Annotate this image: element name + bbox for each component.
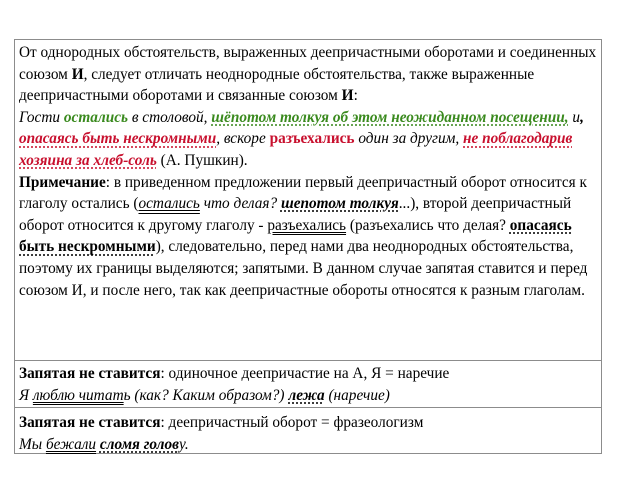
note-label: Примечание xyxy=(19,173,106,191)
case-idiom xyxy=(15,407,601,453)
note-question: что делая? xyxy=(199,195,281,213)
conj-i: И xyxy=(71,65,84,83)
example-sentence xyxy=(19,109,584,169)
example-word: Я xyxy=(19,386,33,404)
case-example xyxy=(19,387,390,404)
note-participle-2: опасаясь быть нескромными xyxy=(19,216,572,256)
case-example xyxy=(19,436,189,453)
example-word: Гости xyxy=(19,108,64,126)
note-text: ), следовательно, перед нами два неоднородных обстоятельства, поэтому их границы выделяются; запятыми. В данном случае запятая ставится и перед союзом И, и после него, так как деепричастные обороты относятся к разным глаголам. xyxy=(19,238,588,299)
note-verb-1: остались xyxy=(138,195,200,213)
example-idiom: сломя голов xyxy=(99,435,180,453)
example-comma: , xyxy=(580,108,584,126)
case-label: Запятая не ставится xyxy=(19,365,161,382)
rule-intro-a: От однородных обстоятельств, выраженных деепричастными оборотами и соединенных союзом xyxy=(19,44,597,83)
case-label: Запятая не ставится xyxy=(19,414,161,431)
example-adverb: лежа xyxy=(288,386,325,404)
note-participle-1: шепотом толкуя xyxy=(280,195,399,213)
rule-cell xyxy=(15,40,601,360)
verb-ostalis: остались xyxy=(63,108,128,126)
note-verb-2: разъехались xyxy=(267,216,347,234)
example-word: , вскоре xyxy=(216,130,270,148)
example-word: ь (как? Каким образом?) xyxy=(123,386,289,404)
case-single-participle xyxy=(15,360,601,407)
example-word: у. xyxy=(179,435,189,453)
participle-phrase-3: не поблагодарив хозяина за хлеб-соль xyxy=(19,130,573,169)
example-conj: и xyxy=(568,108,581,126)
example-author: (А. Пушкин). xyxy=(156,151,248,169)
note-text: : в приведенном предложении первый деепричастный оборот относится к глаголу остались ( xyxy=(19,173,587,213)
example-word: (наречие) xyxy=(324,386,390,404)
example-word: один за другим, xyxy=(354,130,464,148)
conj-i: И xyxy=(341,87,354,105)
example-verb: бежали xyxy=(45,435,97,453)
rule-colon: : xyxy=(353,87,358,105)
example-word: Мы xyxy=(19,435,46,453)
note-text: ...), второй деепричастный оборот относится к другому глаголу - xyxy=(19,195,572,234)
participle-phrase-1: шёпотом толкуя об этом неожиданном посещении, xyxy=(211,108,569,126)
rule-table xyxy=(14,39,602,454)
example-word: в столовой, xyxy=(128,108,212,126)
note-text: (разъехались что делая? xyxy=(346,216,510,234)
example-verb: люблю читат xyxy=(32,386,124,404)
rule-intro-b: , следует отличать неоднородные обстоятельства, также выраженные деепричастными оборотами и связанные союзом xyxy=(19,65,535,105)
verb-razekhalis: разъехались xyxy=(269,130,355,148)
participle-phrase-2: опасаясь быть нескромными xyxy=(19,130,217,148)
case-rule: : деепричастный оборот = фразеологизм xyxy=(160,414,424,431)
case-rule: : одиночное деепричастие на А, Я = наречие xyxy=(160,365,450,382)
